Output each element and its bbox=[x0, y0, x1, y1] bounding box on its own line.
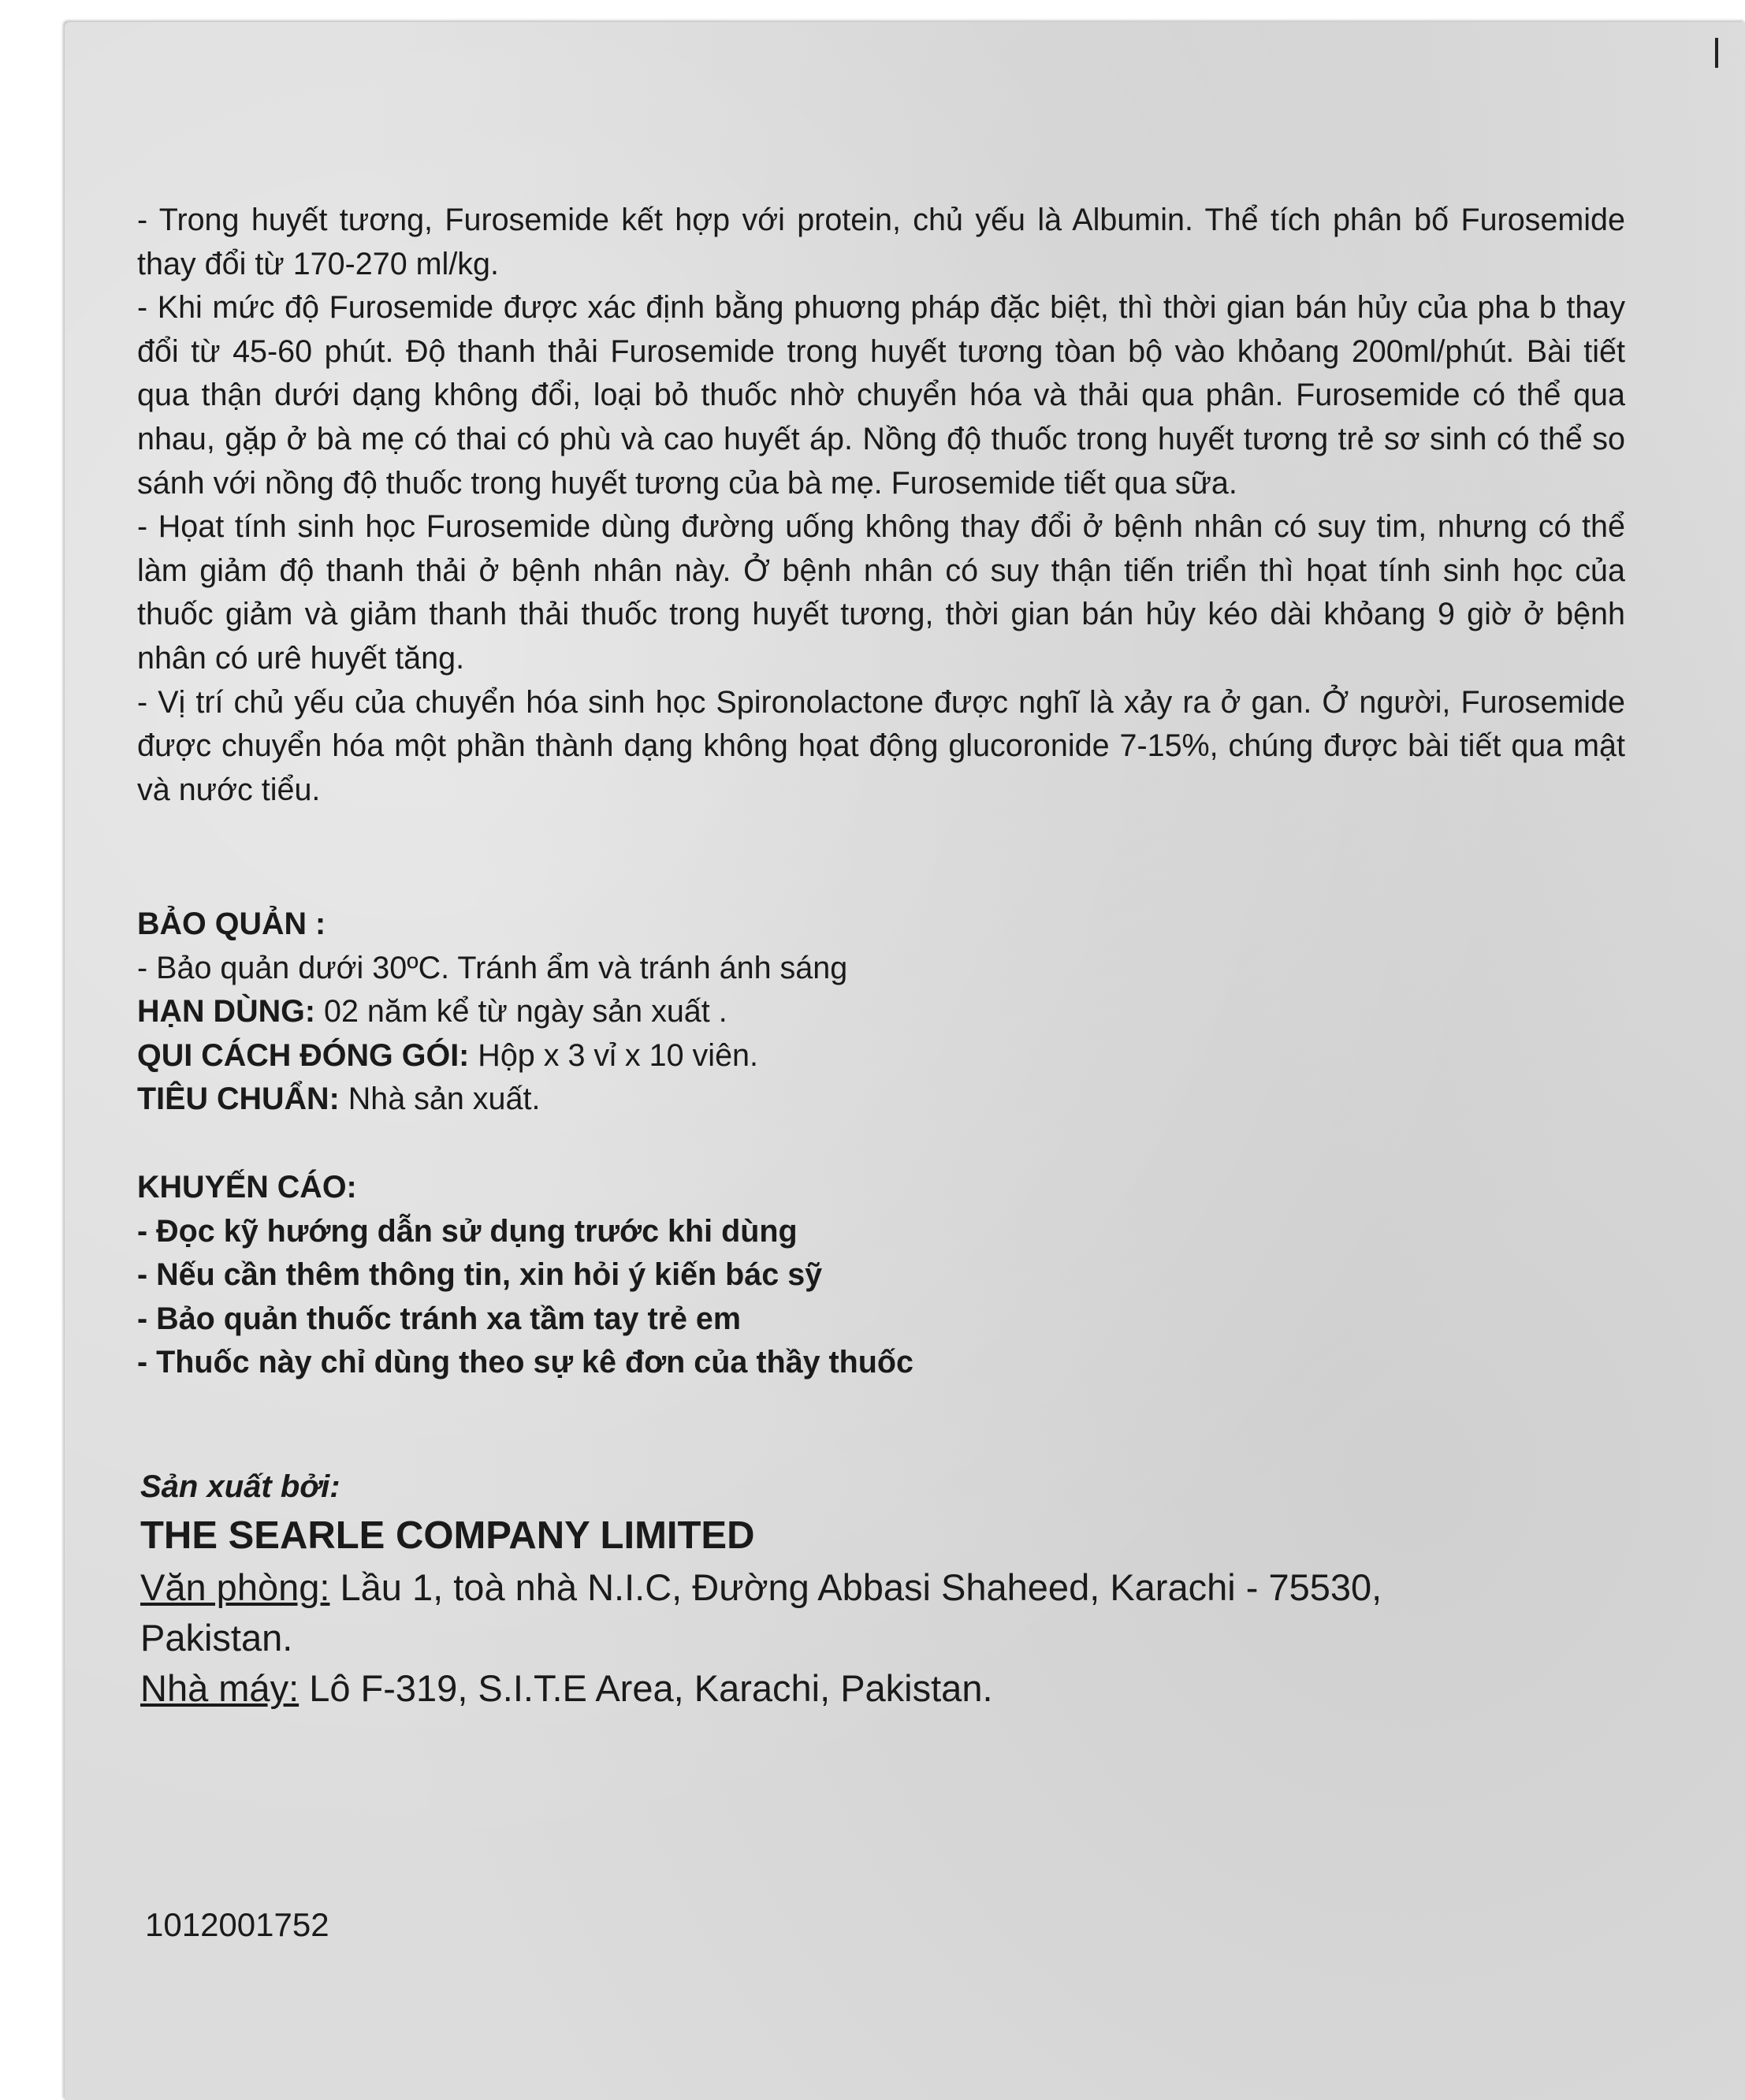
expiry-text: 02 năm kể từ ngày sản xuất . bbox=[315, 994, 727, 1030]
expiry-line bbox=[137, 990, 1398, 1034]
storage-section bbox=[137, 903, 1398, 1122]
warning-section bbox=[137, 1166, 1398, 1385]
standard-text: Nhà sản xuất. bbox=[339, 1082, 541, 1117]
factory-address-line bbox=[140, 1663, 1622, 1714]
warning-item: - Bảo quản thuốc tránh xa tầm tay trẻ em bbox=[137, 1301, 742, 1336]
manufacturer-company: THE SEARLE COMPANY LIMITED bbox=[140, 1514, 755, 1557]
warning-item: - Thuốc này chỉ dùng theo sự kê đơn của thầy thuốc bbox=[137, 1345, 914, 1380]
factory-address: Lô F-319, S.I.T.E Area, Karachi, Pakistan. bbox=[299, 1667, 993, 1709]
storage-heading: BẢO QUẢN : bbox=[137, 907, 326, 941]
office-address: Lầu 1, toà nhà N.I.C, Đường Abbasi Shaheed, Karachi - 75530, bbox=[329, 1566, 1382, 1608]
page-edge-mark bbox=[1715, 38, 1718, 68]
warning-heading: KHUYẾN CÁO: bbox=[137, 1170, 357, 1205]
storage-text: - Bảo quản dưới 30ºC. Tránh ẩm và tránh ánh sáng bbox=[137, 950, 848, 985]
standard-label: TIÊU CHUẨN: bbox=[137, 1082, 340, 1117]
pharmacokinetics-paragraph-2: - Khi mức độ Furosemide được xác định bằng phuơng pháp đặc biệt, thì thời gian bán hủy của pha b thay đổi từ 45-60 phút. Độ thanh thải Furosemide trong huyết tương tòan bộ vào khỏang 200ml/phút. Bài tiết qua thận dưới dạng không đổi, loại bỏ thuốc nhờ chuyển hóa và thải qua phân. Furosemide có thể qua nhau, gặp ở bà mẹ có thai có phù và cao huyết áp. Nồng độ thuốc trong huyết tương trẻ sơ sinh có thể so sánh với nồng độ thuốc trong huyết tương của bà mẹ. Furosemide tiết qua sữa. bbox=[137, 290, 1625, 501]
pharmacokinetics-paragraph-3: - Họat tính sinh học Furosemide dùng đường uống không thay đổi ở bệnh nhân có suy tim, nhưng có thể làm giảm độ thanh thải ở bệnh nhân này. Ở bệnh nhân có suy thận tiến triển thì họat tính sinh học của thuốc giảm và giảm thanh thải thuốc trong huyết tương, thời gian bán hủy kéo dài khỏang 9 giờ ở bệnh nhân có urê huyết tăng. bbox=[137, 509, 1625, 676]
document-code: 1012001752 bbox=[145, 1906, 329, 1943]
factory-label: Nhà máy: bbox=[140, 1667, 300, 1709]
office-label: Văn phòng: bbox=[140, 1566, 330, 1608]
office-address-line bbox=[140, 1562, 1622, 1613]
packaging-text: Hộp x 3 vỉ x 10 viên. bbox=[469, 1037, 758, 1073]
standard-line bbox=[137, 1078, 1398, 1122]
pharmacokinetics-paragraph-4: - Vị trí chủ yếu của chuyển hóa sinh học Spironolactone được nghĩ là xảy ra ở gan. Ở người, Furosemide được chuyển hóa một phần thành dạng không họat động glucoronide 7-15%, chúng được bài tiết qua mật và nước tiểu. bbox=[137, 684, 1625, 807]
pharmacokinetics-paragraph-1: - Trong huyết tương, Furosemide kết hợp với protein, chủ yếu là Albumin. Thể tích phân bố Furosemide thay đổi từ 170-270 ml/kg. bbox=[137, 203, 1625, 281]
packaging-label: QUI CÁCH ĐÓNG GÓI: bbox=[137, 1037, 470, 1073]
pharmacokinetics-section bbox=[137, 199, 1625, 812]
office-address-country: Pakistan. bbox=[140, 1617, 293, 1659]
expiry-label: HẠN DÙNG: bbox=[137, 994, 316, 1030]
warning-item: - Đọc kỹ hướng dẫn sử dụng trước khi dùng bbox=[137, 1213, 798, 1249]
warning-item: - Nếu cần thêm thông tin, xin hỏi ý kiến bác sỹ bbox=[137, 1257, 823, 1293]
manufacturer-label: Sản xuất bởi: bbox=[140, 1469, 340, 1504]
manufacturer-section bbox=[140, 1465, 1622, 1714]
packaging-line bbox=[137, 1034, 1398, 1078]
